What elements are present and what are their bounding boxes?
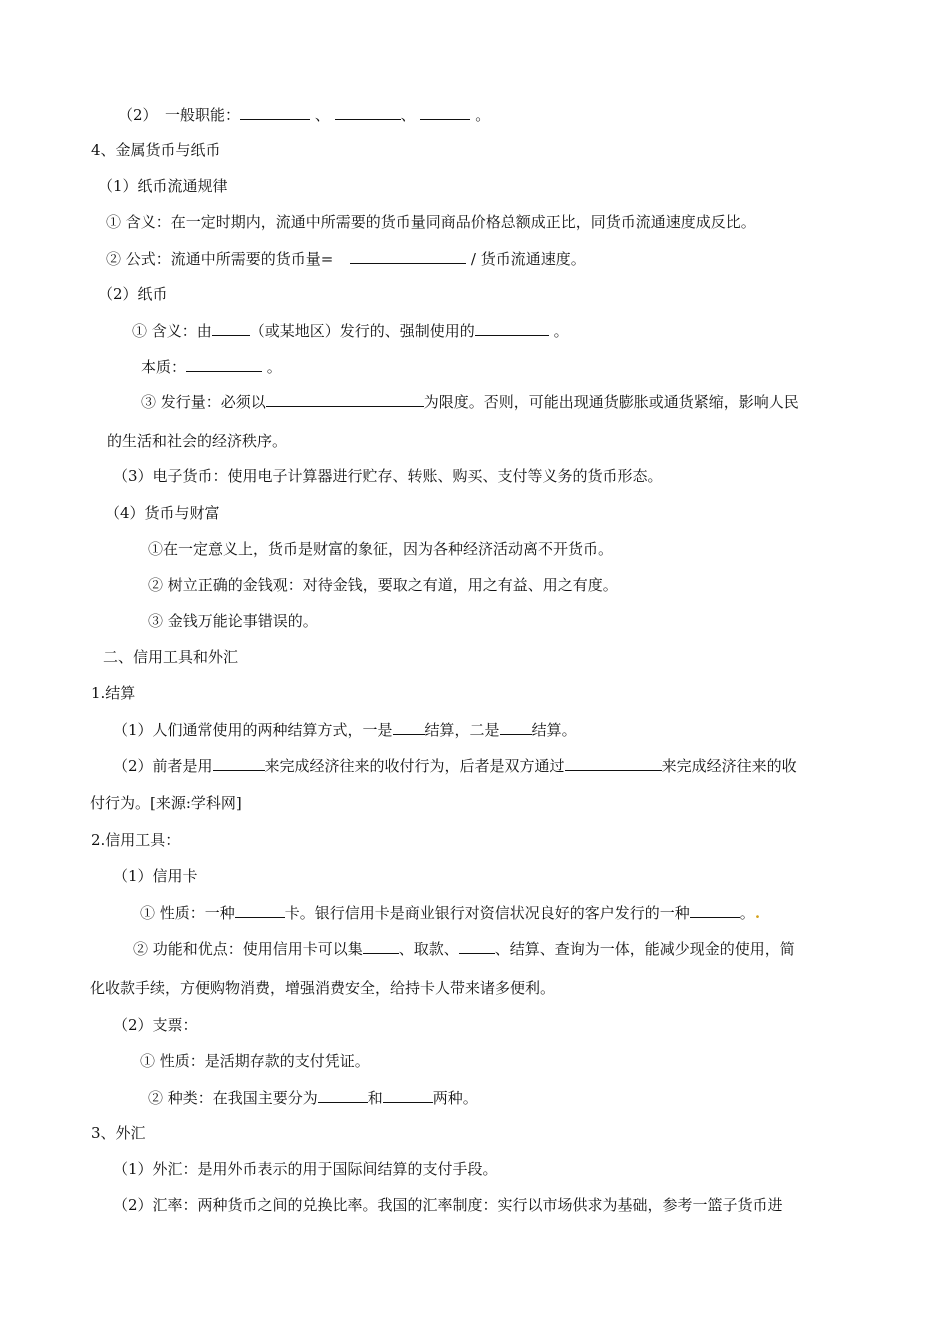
line-essence: [141, 356, 282, 377]
blank-3: [420, 104, 470, 120]
subheading-paper-money: （2）纸币: [98, 285, 168, 303]
blank-settle-1: [393, 719, 425, 735]
blank-symbol: [475, 320, 549, 336]
blank-function-2: [459, 938, 495, 954]
line-issue-volume: [141, 391, 799, 412]
heading-credit-tools: 2.信用工具：: [91, 831, 181, 849]
text: 。: [553, 322, 569, 340]
text: 和: [367, 1089, 383, 1107]
text: ② 公式：流通中所需要的货币量=: [106, 250, 334, 268]
line-exchange-rate: （2）汇率：两种货币之间的兑换比率。我国的汇率制度：实行以市场供求为基础，参考一篮子货币进: [113, 1196, 783, 1214]
blank-issue-limit: [266, 391, 424, 407]
subheading-money-wealth: （4）货币与财富: [105, 504, 220, 522]
subheading-paper-money-law: （1）纸币流通规律: [98, 177, 228, 195]
text: 本质：: [141, 358, 187, 376]
line-issue-continued: 的生活和社会的经济秩序。: [107, 432, 288, 450]
text: 卡。银行信用卡是商业银行对资信状况良好的客户发行的一种: [284, 904, 690, 922]
text: 。: [475, 106, 491, 124]
line-forex-definition: （1）外汇：是用外币表示的用于国际间结算的支付手段。: [113, 1160, 498, 1178]
text: ② 种类：在我国主要分为: [148, 1089, 318, 1107]
line-formula: [106, 248, 586, 269]
line-card-nature: [140, 902, 760, 923]
line-wealth-symbol: ①在一定意义上，货币是财富的象征，因为各种经济活动离不开货币。: [148, 540, 614, 558]
line-settlement-types: [113, 719, 577, 740]
line-check-types: [148, 1087, 478, 1108]
blank-check-2: [383, 1087, 433, 1103]
text: 、取款、: [398, 940, 459, 958]
text: （或某地区）发行的、强制使用的: [249, 322, 475, 340]
subheading-check: （2）支票：: [113, 1016, 198, 1034]
blank-check-1: [318, 1087, 368, 1103]
text: ① 性质：一种: [140, 904, 235, 922]
blank-card-type: [235, 902, 285, 918]
blank-essence: [186, 356, 262, 372]
heading-settlement: 1.结算: [91, 684, 136, 702]
text: 。: [266, 358, 282, 376]
blank-function-1: [363, 938, 399, 954]
line-settlement-continued: 付行为。[来源:学科网]: [90, 794, 242, 812]
line-money-omnipotent: ③ 金钱万能论事错误的。: [148, 612, 318, 630]
heading-forex: 3、外汇: [91, 1124, 146, 1142]
text: 为限度。否则，可能出现通货膨胀或通货紧缩，影响人民: [423, 393, 799, 411]
text: ② 功能和优点：使用信用卡可以集: [133, 940, 363, 958]
line-general-functions: [118, 104, 490, 125]
text: （1）人们通常使用的两种结算方式，一是: [113, 721, 393, 739]
text: 来完成经济往来的收付行为，后者是双方通过: [264, 757, 565, 775]
blank-credential: [690, 902, 740, 918]
line-settlement-desc: [113, 755, 797, 776]
line-meaning: ① 含义：在一定时期内，流通中所需要的货币量同商品价格总额成正比，同货币流通速度成反比。: [106, 213, 756, 231]
heading-metal-paper-money: 4、金属货币与纸币: [91, 141, 221, 159]
text: （2） 一般职能：: [118, 106, 241, 124]
blank-formula: [350, 248, 466, 264]
subheading-credit-card: （1）信用卡: [113, 867, 198, 885]
blank-settle-2: [500, 719, 532, 735]
text: ① 含义：由: [132, 322, 212, 340]
text: 结算，二是: [424, 721, 500, 739]
mark-dot: .: [754, 904, 761, 922]
line-money-view: ② 树立正确的金钱观：对待金钱，要取之有道，用之有益、用之有度。: [148, 576, 618, 594]
text: （2）前者是用: [113, 757, 213, 775]
line-check-nature: ① 性质：是活期存款的支付凭证。: [140, 1052, 370, 1070]
text: 。: [739, 904, 755, 922]
blank-cash: [213, 755, 265, 771]
blank-issuer: [212, 320, 250, 336]
line-paper-money-meaning: [132, 320, 569, 341]
text: / 货币流通速度。: [470, 250, 586, 268]
line-card-functions: [133, 938, 795, 959]
text: 结算。: [531, 721, 577, 739]
blank-1: [240, 104, 310, 120]
line-card-functions-continued: 化收款手续，方便购物消费，增强消费安全，给持卡人带来诸多便利。: [90, 979, 556, 997]
line-electronic-money: （3）电子货币：使用电子计算器进行贮存、转账、购买、支付等义务的货币形态。: [113, 467, 663, 485]
text: 、: [400, 106, 416, 124]
text: 两种。: [432, 1089, 478, 1107]
text: 、: [314, 106, 330, 124]
blank-transfer: [565, 755, 662, 771]
text: 来完成经济往来的收: [661, 757, 797, 775]
text: 、结算、查询为一体，能减少现金的使用，简: [494, 940, 795, 958]
heading-credit-forex: 二、信用工具和外汇: [103, 648, 239, 666]
text: ③ 发行量：必须以: [141, 393, 266, 411]
blank-2: [335, 104, 401, 120]
